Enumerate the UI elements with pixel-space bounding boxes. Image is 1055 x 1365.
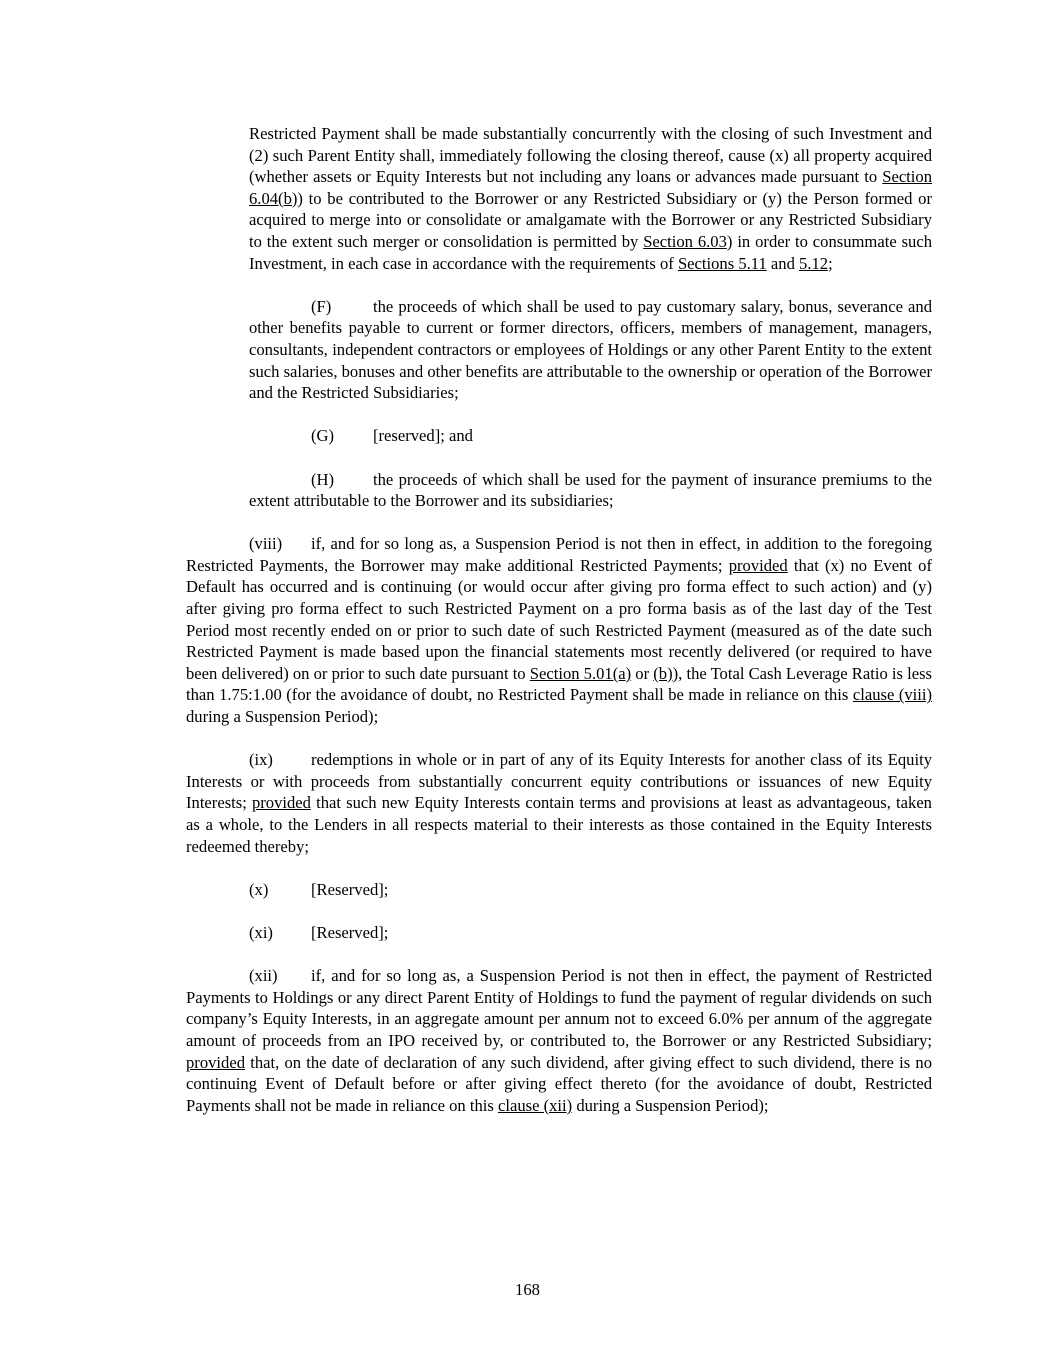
text-run: that such new Equity Interests contain terms and provisions at least as advantageous, taken as a whole, to the Lenders in all respects material to their interests as those contained in the Equity Interests redeemed thereby; [186,793,932,856]
paragraph [186,922,932,944]
cross-reference: Section 5.01(a) [529,663,632,683]
paragraph [186,533,932,727]
cross-reference: Section 6.04(b) [249,167,932,208]
text-run: ; [828,253,833,273]
cross-reference: (b) [653,663,673,683]
paragraph [249,123,932,274]
paragraph [249,469,932,512]
clause-label: (xii) [249,966,278,986]
text-run: that (x) no Event of Default has occurred and is continuing (or would occur after giving pro forma effect to such action) and (y) after giving pro forma effect to such Restricted Payment on a pro forma basis as of the last day of the Test Period most recently ended on or prior to such date of such Restricted Payment (measured as of the date such Restricted Payment is made based upon the financial statements most recently delivered (or required to have been delivered) on or prior to such date pursuant to [186,555,932,683]
cross-reference: Sections 5.11 [677,253,767,273]
text-run: Restricted Payment shall be made substantially concurrently with the closing of such Investment and (2) such Parent Entity shall, immediately following the closing thereof, cause (x) all property acquired (whether assets or Equity Interests but not including any loans or advances made pursuant to [249,124,932,187]
text-run: ) to be contributed to the Borrower or any Restricted Subsidiary or (y) the Person formed or acquired to merge into or consolidate or amalgamate with the Borrower or any Restricted Subsidiary to the extent such merger or consolidation is permitted by [249,188,932,251]
paragraph [186,965,932,1116]
clause-label: (xi) [249,922,273,942]
text-run: during a Suspension Period); [186,707,379,727]
cross-reference: clause (viii) [852,685,933,705]
clause-label: (G) [311,426,335,446]
paragraph [249,296,932,404]
text-run: [reserved]; and [373,426,473,446]
cross-reference: provided [186,1052,245,1072]
text-run: redemptions in whole or in part of any of its Equity Interests for another class of its Equity Interests or with proceeds from substantially concurrent equity contributions or issuances of new Equity Interests; [186,750,932,813]
text-run: and [766,253,800,273]
clause-label: (x) [249,879,269,899]
cross-reference: 5.12 [799,253,829,273]
document-body [186,123,932,1116]
cross-reference: Section 6.03 [643,231,727,251]
text-run: ), the Total Cash Leverage Ratio is less than 1.75:1.00 (for the avoidance of doubt, no Restricted Payment shall be made in reliance on this [186,663,932,705]
text-run: if, and for so long as, a Suspension Period is not then in effect, the payment of Restricted Payments to Holdings or any direct Parent Entity of Holdings to fund the payment of regular dividends on such company’s Equity Interests, in an aggregate amount per annum not to exceed 6.0% per annum of the aggregate amount of proceeds from an IPO received by, or contributed to, the Borrower or any Restricted Subsidiary; [186,966,932,1050]
paragraph [249,425,932,447]
text-run: [Reserved]; [311,922,389,942]
cross-reference: provided [728,555,788,575]
clause-label: (F) [311,296,332,316]
text-run: or [631,663,654,683]
text-run: that, on the date of declaration of any such dividend, after giving effect to such dividend, there is no continuing Event of Default before or after giving effect thereto (for the avoidance of doubt, Restricted Payments shall not be made in reliance on this [186,1052,932,1115]
text-run: during a Suspension Period); [572,1095,769,1115]
text-run: the proceeds of which shall be used to pay customary salary, bonus, severance and other benefits payable to current or former directors, officers, members of management, managers, consultants, independent contractors or employees of Holdings or any other Parent Entity to the extent such salaries, bonuses and other benefits are attributable to the ownership or operation of the Borrower and the Restricted Subsidiaries; [249,296,932,403]
text-run: [Reserved]; [311,879,389,899]
clause-label: (viii) [249,534,283,554]
clause-label: (H) [311,469,335,489]
text-run: ) in order to consummate such Investment, in each case in accordance with the requirements of [249,231,932,273]
text-run: the proceeds of which shall be used for the payment of insurance premiums to the extent attributable to the Borrower and its subsidiaries; [249,469,932,511]
paragraph [186,749,932,857]
cross-reference: provided [251,793,311,813]
text-run: if, and for so long as, a Suspension Period is not then in effect, in addition to the foregoing Restricted Payments, the Borrower may make additional Restricted Payments; [186,534,932,575]
cross-reference: clause (xii) [497,1095,573,1115]
paragraph [186,879,932,901]
page-number: 168 [515,1280,540,1299]
clause-label: (ix) [249,750,273,770]
